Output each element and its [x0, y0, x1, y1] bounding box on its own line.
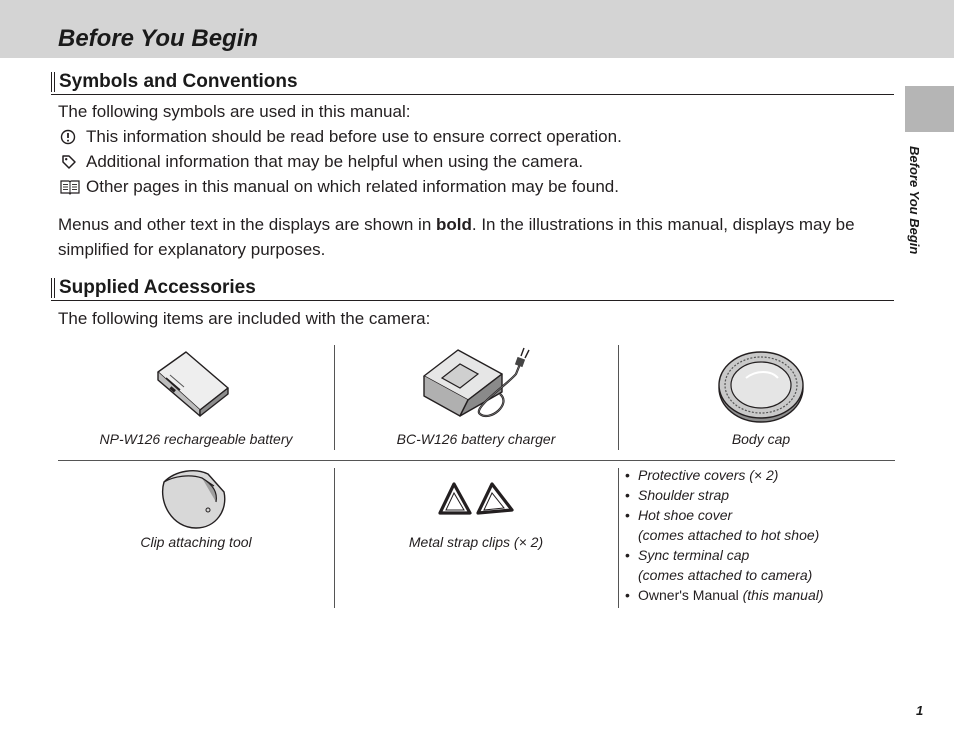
strap-clips-caption: Metal strap clips (× 2): [408, 534, 544, 550]
caution-icon: [60, 128, 82, 146]
list-item: • Protective covers (× 2): [625, 467, 779, 483]
conventions-paragraph: [58, 212, 898, 262]
side-tab-label: Before You Begin: [907, 146, 922, 255]
page-title: Before You Begin: [58, 25, 259, 52]
battery-icon: [150, 348, 234, 418]
side-tab-marker: [905, 86, 954, 132]
section-heading-symbols: [51, 70, 894, 95]
page-number: 1: [916, 703, 924, 718]
symbol-text-reference: Other pages in this manual on which related information may be found.: [86, 177, 619, 196]
body-cap-caption: Body cap: [731, 431, 791, 447]
paragraph-end: . In the illustrations in this manual, displays may be simplified for explanatory purposes.: [58, 215, 855, 259]
list-item: • Hot shoe cover (comes attached to hot shoe): [625, 507, 820, 543]
grid-divider: [618, 468, 619, 608]
section-heading-accessories: [51, 276, 894, 301]
list-item-text: Protective covers (× 2): [638, 467, 779, 483]
clip-tool-caption: Clip attaching tool: [140, 534, 252, 550]
list-item-note: (this manual): [742, 587, 824, 603]
accessories-intro: The following items are included with the camera:: [58, 309, 431, 328]
grid-divider: [58, 460, 895, 461]
bold-example: bold: [436, 215, 472, 234]
charger-icon: [420, 344, 532, 424]
list-item-text: Shoulder strap: [638, 487, 730, 503]
list-item-note: (comes attached to hot shoe): [638, 527, 820, 543]
symbols-intro: The following symbols are used in this manual:: [58, 102, 411, 121]
list-item: • Owner's Manual (this manual): [625, 587, 824, 603]
list-item-note: (comes attached to camera): [638, 567, 813, 583]
body-cap-icon: [716, 348, 806, 424]
list-item: • Sync terminal cap (comes attached to camera): [625, 547, 813, 583]
list-item: • Shoulder strap: [625, 487, 730, 503]
book-reference-icon: [60, 178, 82, 196]
list-item-text: Owner's Manual: [638, 587, 739, 603]
other-accessories-list: [625, 465, 824, 605]
clip-tool-icon: [156, 466, 228, 530]
battery-caption: NP-W126 rechargeable battery: [99, 431, 293, 447]
list-item-text: Sync terminal cap: [638, 547, 750, 563]
charger-caption: BC-W126 battery charger: [396, 431, 556, 447]
symbol-text-caution: This information should be read before use to ensure correct operation.: [86, 127, 622, 146]
note-tag-icon: [60, 153, 82, 171]
symbol-text-note: Additional information that may be helpful when using the camera.: [86, 152, 584, 171]
heading-bar: [51, 72, 55, 92]
heading-bar: [51, 278, 55, 298]
paragraph-start: Menus and other text in the displays are shown in: [58, 215, 436, 234]
list-item-text: Hot shoe cover: [638, 507, 733, 523]
section-title-symbols: Symbols and Conventions: [59, 71, 298, 92]
strap-clips-icon: [436, 480, 516, 518]
section-title-accessories: Supplied Accessories: [59, 277, 256, 298]
